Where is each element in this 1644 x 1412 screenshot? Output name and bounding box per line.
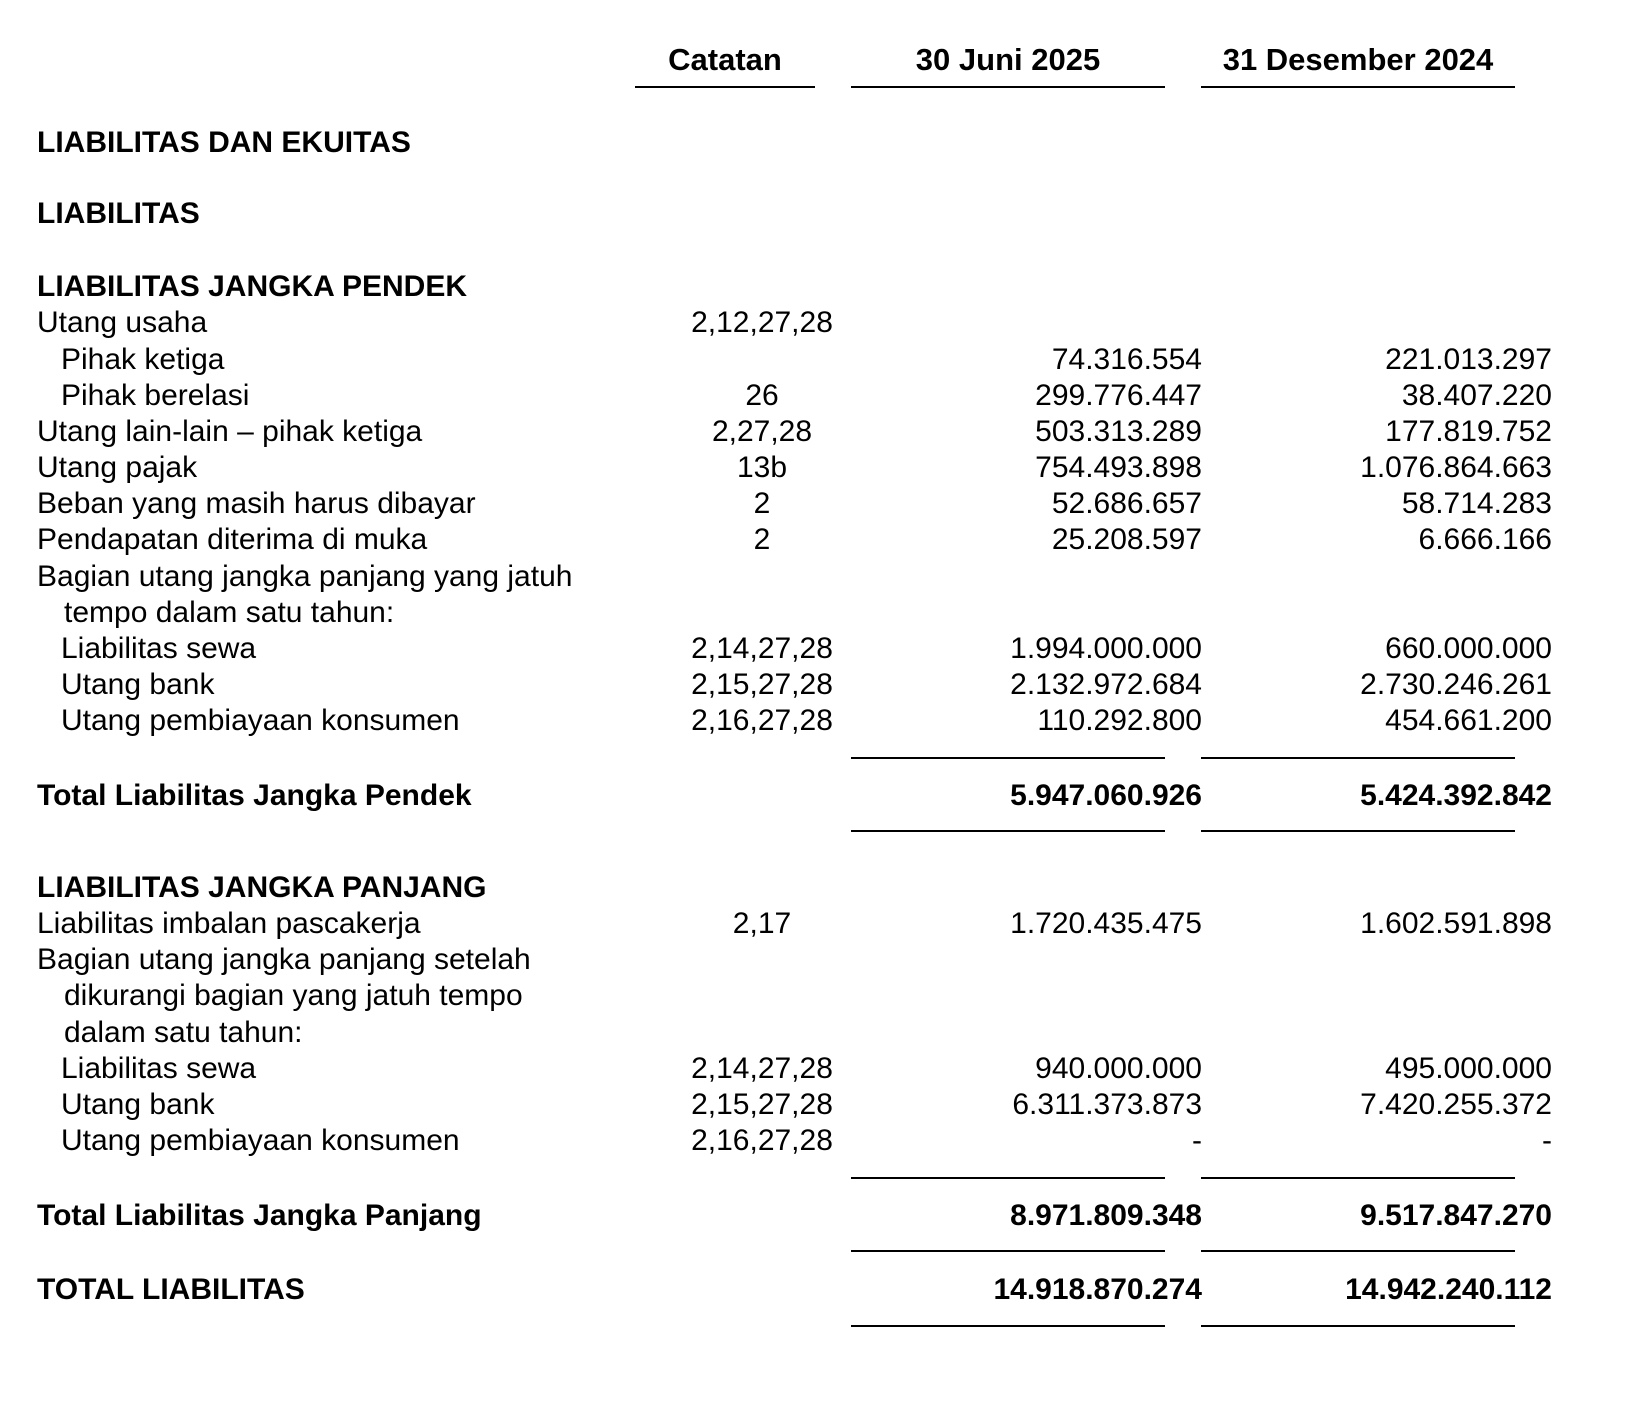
row-label: Utang pembiayaan konsumen bbox=[61, 1124, 460, 1157]
column-header-period1: 30 Juni 2025 bbox=[851, 40, 1165, 88]
table-row bbox=[37, 630, 1617, 668]
grand-total-rule bbox=[851, 1325, 1165, 1327]
row-value-period1: 6.311.373.873 bbox=[1012, 1088, 1202, 1121]
row-value-period2: 38.407.220 bbox=[1401, 379, 1552, 412]
row-note: 2,15,27,28 bbox=[691, 1088, 833, 1121]
row-label: TOTAL LIABILITAS bbox=[37, 1273, 305, 1306]
row-label: Utang usaha bbox=[37, 306, 208, 339]
row-label: Utang lain-lain – pihak ketiga bbox=[37, 415, 423, 448]
subtotal-rule bbox=[1201, 1177, 1515, 1179]
table-row bbox=[37, 1086, 1617, 1124]
table-row bbox=[37, 1122, 1617, 1160]
table-row bbox=[37, 594, 1617, 632]
row-label: Utang bank bbox=[61, 668, 215, 701]
row-value-period2: 1.076.864.663 bbox=[1360, 451, 1552, 484]
table-row bbox=[37, 1050, 1617, 1088]
row-value-period1: 74.316.554 bbox=[1051, 343, 1202, 376]
row-value-period2: 177.819.752 bbox=[1385, 415, 1552, 448]
row-label: Liabilitas imbalan pascakerja bbox=[37, 907, 421, 940]
row-label: Total Liabilitas Jangka Pendek bbox=[37, 779, 472, 812]
row-note: 2,14,27,28 bbox=[691, 632, 833, 665]
row-value-period1: 5.947.060.926 bbox=[1010, 779, 1202, 812]
row-value-period2: 14.942.240.112 bbox=[1345, 1273, 1552, 1306]
row-note: 2 bbox=[753, 487, 771, 520]
row-value-period2: 7.420.255.372 bbox=[1360, 1088, 1552, 1121]
total-long-term-row bbox=[37, 1197, 1617, 1235]
table-row bbox=[37, 1014, 1617, 1052]
table-row bbox=[37, 413, 1617, 451]
total-short-term-row bbox=[37, 777, 1617, 815]
row-note: 2,15,27,28 bbox=[691, 668, 833, 701]
row-value-period2: 660.000.000 bbox=[1385, 632, 1552, 665]
row-label: Utang pembiayaan konsumen bbox=[61, 704, 460, 737]
row-label: tempo dalam satu tahun: bbox=[64, 596, 395, 629]
row-value-period2: 58.714.283 bbox=[1401, 487, 1552, 520]
row-value-period1: 299.776.447 bbox=[1035, 379, 1202, 412]
row-label: Utang bank bbox=[61, 1088, 215, 1121]
row-value-period1: 8.971.809.348 bbox=[1010, 1199, 1202, 1232]
total-rule bbox=[851, 1250, 1165, 1252]
row-note: 2 bbox=[753, 523, 771, 556]
table-row bbox=[37, 449, 1617, 487]
row-note: 2,27,28 bbox=[711, 415, 813, 448]
table-row bbox=[37, 905, 1617, 943]
row-value-period1: 52.686.657 bbox=[1051, 487, 1202, 520]
row-value-period1: 1.994.000.000 bbox=[1010, 632, 1202, 665]
row-value-period1: 14.918.870.274 bbox=[993, 1273, 1202, 1306]
row-value-period1: 1.720.435.475 bbox=[1010, 907, 1202, 940]
row-value-period2: 2.730.246.261 bbox=[1360, 668, 1552, 701]
row-label: dalam satu tahun: bbox=[64, 1016, 303, 1049]
row-value-period1: 940.000.000 bbox=[1035, 1052, 1202, 1085]
total-rule bbox=[851, 830, 1165, 832]
row-value-period2: 1.602.591.898 bbox=[1360, 907, 1552, 940]
row-label: Bagian utang jangka panjang setelah bbox=[37, 943, 531, 976]
column-header-period2: 31 Desember 2024 bbox=[1201, 40, 1515, 88]
row-label: Bagian utang jangka panjang yang jatuh bbox=[37, 560, 573, 593]
row-label: Pihak berelasi bbox=[61, 379, 250, 412]
row-value-period2: 454.661.200 bbox=[1385, 704, 1552, 737]
row-label: Pendapatan diterima di muka bbox=[37, 523, 428, 556]
table-row bbox=[37, 702, 1617, 740]
row-value-period1: - bbox=[1192, 1124, 1202, 1157]
grand-total-rule bbox=[1201, 1325, 1515, 1327]
row-value-period2: 9.517.847.270 bbox=[1360, 1199, 1552, 1232]
row-note: 2,17 bbox=[732, 907, 792, 940]
heading-long-term-liabilities: LIABILITAS JANGKA PANJANG bbox=[37, 871, 487, 904]
row-value-period1: 754.493.898 bbox=[1035, 451, 1202, 484]
row-value-period1: 2.132.972.684 bbox=[1010, 668, 1202, 701]
row-label: Utang pajak bbox=[37, 451, 198, 484]
table-row bbox=[37, 977, 1617, 1015]
column-header-note: Catatan bbox=[635, 40, 815, 88]
subtotal-rule bbox=[1201, 757, 1515, 759]
row-value-period2: 221.013.297 bbox=[1385, 343, 1552, 376]
row-value-period2: 5.424.392.842 bbox=[1360, 779, 1552, 812]
row-note: 2,16,27,28 bbox=[691, 704, 833, 737]
row-note: 2,12,27,28 bbox=[691, 306, 833, 339]
total-rule bbox=[1201, 830, 1515, 832]
total-rule bbox=[1201, 1250, 1515, 1252]
row-value-period1: 503.313.289 bbox=[1035, 415, 1202, 448]
subtotal-rule bbox=[851, 757, 1165, 759]
table-row bbox=[37, 558, 1617, 596]
table-row bbox=[37, 377, 1617, 415]
row-label: Liabilitas sewa bbox=[61, 1052, 257, 1085]
row-value-period1: 110.292.800 bbox=[1037, 704, 1202, 737]
row-label: Pihak ketiga bbox=[61, 343, 225, 376]
row-value-period1: 25.208.597 bbox=[1051, 523, 1202, 556]
table-row bbox=[37, 521, 1617, 559]
row-note: 26 bbox=[745, 379, 779, 412]
table-row bbox=[37, 341, 1617, 379]
table-row bbox=[37, 485, 1617, 523]
row-label: Beban yang masih harus dibayar bbox=[37, 487, 476, 520]
row-label: Total Liabilitas Jangka Panjang bbox=[37, 1199, 482, 1232]
table-row bbox=[37, 304, 1617, 342]
total-liabilities-row bbox=[37, 1271, 1617, 1309]
heading-liabilities: LIABILITAS bbox=[37, 197, 200, 230]
row-note: 2,14,27,28 bbox=[691, 1052, 833, 1085]
row-value-period2: 495.000.000 bbox=[1385, 1052, 1552, 1085]
row-value-period2: - bbox=[1542, 1124, 1552, 1157]
row-value-period2: 6.666.166 bbox=[1418, 523, 1552, 556]
row-label: dikurangi bagian yang jatuh tempo bbox=[64, 979, 523, 1012]
table-row bbox=[37, 666, 1617, 704]
row-note: 2,16,27,28 bbox=[691, 1124, 833, 1157]
row-note: 13b bbox=[736, 451, 788, 484]
heading-short-term-liabilities: LIABILITAS JANGKA PENDEK bbox=[37, 270, 468, 303]
subtotal-rule bbox=[851, 1177, 1165, 1179]
heading-liabilities-and-equity: LIABILITAS DAN EKUITAS bbox=[37, 126, 411, 159]
table-row bbox=[37, 941, 1617, 979]
row-label: Liabilitas sewa bbox=[61, 632, 257, 665]
